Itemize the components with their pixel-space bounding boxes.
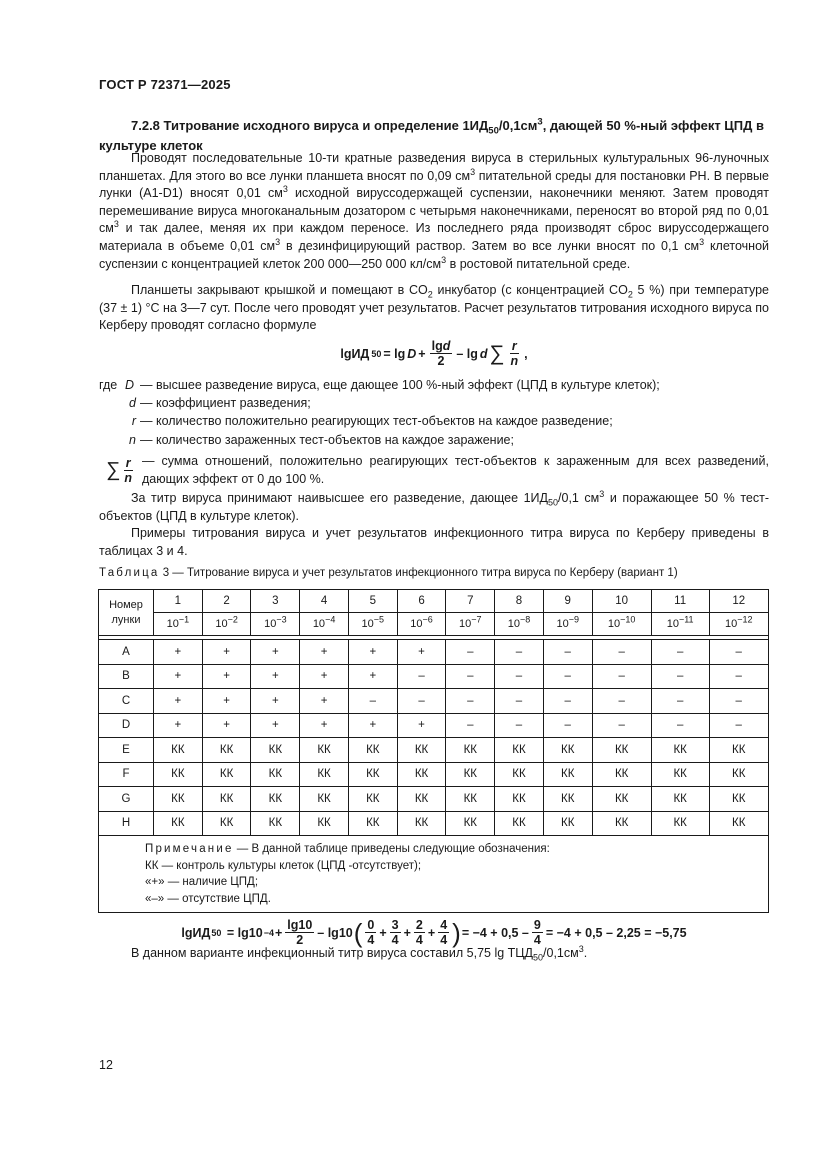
table-caption: Таблица 3 — Титрование вируса и учет результатов инфекционного титра вируса по Керберу (вариант 1) [99,567,678,579]
result-cell: КК [251,762,300,787]
result-cell: – [495,713,544,738]
definition-r: r — количество положительно реагирующих тест-объектов на каждое разведение; [131,414,613,429]
paragraph-incubation: Планшеты закрывают крышкой и помещают в $CO_2$ инкубатор (с концентрацией $CO_2$ 5 %) при температуре (37 ± 1) °С на 3—7 сут. После чего проводят учет результатов. Расчет результатов титрования исходного вируса по Керберу проводят согласно формуле [99,283,769,333]
result-cell: КК [709,787,768,812]
result-cell: – [592,640,651,665]
result-cell: – [651,689,709,714]
column-number: 1 [154,590,203,613]
result-cell: КК [300,762,349,787]
conclusion-text: В данном варианте инфекционный титр вируса составил 5,75 $\lg ТЦД_{50}/0,1см^3$. [131,943,588,963]
result-cell: + [154,713,203,738]
header-row-dilutions [99,613,769,636]
table-row [99,738,769,763]
definition-D: где D — высшее разведение вируса, еще дающее 100 %-ный эффект (ЦПД в культуре клеток); [99,378,660,392]
result-cell: КК [709,762,768,787]
page-number: 12 [99,1058,113,1072]
result-cell: + [251,713,300,738]
result-cell: КК [202,738,251,763]
result-cell: КК [446,738,495,763]
titration-table [98,589,769,913]
result-cell: КК [495,738,544,763]
dilution-cell: $10^{-6}$ [397,613,446,636]
result-cell: – [709,713,768,738]
result-cell: КК [446,811,495,836]
result-cell: КК [709,738,768,763]
result-cell: – [592,664,651,689]
result-cell: – [495,640,544,665]
note-line: «–» — отсутствие ЦПД. [145,892,271,905]
formula-example-calculation: lgИД 50 = lg10 −4 + $\frac{\lg 10}{2}$ – lg10 ( $\frac{0}{4}$ + $\frac{3}{4}$ + $\frac{2}{4}$ + $\frac{4}{4}$ ) = −4 + 0,5 – $\frac{9}{4}$ = −4 + 0,5 – 2,25 = −5,75 [181,917,687,948]
result-cell: КК [300,787,349,812]
row-label: C [99,689,154,714]
result-cell: + [300,640,349,665]
table-row [99,713,769,738]
result-cell: – [709,664,768,689]
result-cell: – [446,713,495,738]
row-label: E [99,738,154,763]
definition-d: d — коэффициент разведения; [129,396,311,411]
result-cell: КК [397,787,446,812]
row-label: H [99,811,154,836]
result-cell: КК [543,762,592,787]
result-cell: КК [300,738,349,763]
result-cell: КК [348,811,397,836]
result-cell: – [592,713,651,738]
result-cell: – [543,664,592,689]
result-cell: КК [592,811,651,836]
dilution-cell: $10^{-1}$ [154,613,203,636]
result-cell: КК [397,811,446,836]
result-cell: – [348,689,397,714]
dilution-cell: $10^{-12}$ [709,613,768,636]
result-cell: КК [592,738,651,763]
dilution-cell: $10^{-5}$ [348,613,397,636]
result-cell: – [397,689,446,714]
result-cell: КК [651,738,709,763]
result-cell: – [495,689,544,714]
result-cell: – [543,689,592,714]
result-cell: КК [495,787,544,812]
result-cell: – [446,664,495,689]
definition-sum: ∑ $\frac{r}{n}$ — сумма отношений, положительно реагирующих тест-объектов к зараженным для всех разведений, дающих эффект от 0 до 100 %. [106,453,769,487]
result-cell: – [495,664,544,689]
result-cell: + [251,689,300,714]
column-number: 3 [251,590,300,613]
result-cell: КК [651,787,709,812]
document-code: ГОСТ Р 72371—2025 [99,77,231,92]
result-cell: + [397,713,446,738]
result-cell: + [202,689,251,714]
result-cell: + [300,689,349,714]
column-number: 12 [709,590,768,613]
table-row [99,811,769,836]
result-cell: + [251,640,300,665]
column-number: 4 [300,590,349,613]
result-cell: – [651,713,709,738]
result-cell: КК [543,787,592,812]
table-note-row [99,836,769,913]
dilution-cell: $10^{-9}$ [543,613,592,636]
fraction-2-4: $\frac{2}{4}$ [415,918,423,947]
column-number: 5 [348,590,397,613]
row-label: D [99,713,154,738]
fraction-4-4: $\frac{4}{4}$ [440,918,448,947]
dilution-cell: $10^{-4}$ [300,613,349,636]
result-cell: КК [251,738,300,763]
sum-symbol: ∑ [106,459,121,482]
result-cell: КК [397,738,446,763]
column-number: 8 [495,590,544,613]
fraction-lgd-2: $\frac{\lg d}{2}$ [431,339,451,368]
result-cell: + [154,689,203,714]
result-cell: + [397,640,446,665]
result-cell: + [348,664,397,689]
formula-kerber: lgИД 50 = lg D + $\frac{\lg d}{2}$ – lg d ∑ $\frac{r}{n}$ , [340,339,528,368]
column-number: 11 [651,590,709,613]
result-cell: КК [154,811,203,836]
table-row [99,689,769,714]
dilution-cell: $10^{-8}$ [495,613,544,636]
column-number: 9 [543,590,592,613]
dilution-cell: $10^{-2}$ [202,613,251,636]
result-cell: КК [202,762,251,787]
note-line: «+» — наличие ЦПД; [145,876,259,888]
column-number: 2 [202,590,251,613]
definition-n: n — количество зараженных тест-объектов на каждое заражение; [129,432,514,447]
dilution-cell: $10^{-3}$ [251,613,300,636]
result-cell: КК [543,738,592,763]
result-cell: КК [446,762,495,787]
dilution-cell: $10^{-11}$ [651,613,709,636]
result-cell: КК [202,811,251,836]
result-cell: + [348,713,397,738]
result-cell: + [154,640,203,665]
table-row [99,664,769,689]
result-cell: КК [154,762,203,787]
fraction-0-4: $\frac{0}{4}$ [367,918,375,947]
column-number: 6 [397,590,446,613]
dilution-cell: $10^{-10}$ [592,613,651,636]
row-label: G [99,787,154,812]
result-cell: + [154,664,203,689]
result-cell: КК [495,762,544,787]
result-cell: + [202,713,251,738]
result-cell: КК [154,787,203,812]
result-cell: – [543,713,592,738]
result-cell: КК [495,811,544,836]
dilution-cell: $10^{-7}$ [446,613,495,636]
formula-definitions [99,376,769,488]
result-cell: – [543,640,592,665]
result-cell: + [300,664,349,689]
result-cell: + [202,664,251,689]
result-cell: – [446,689,495,714]
paragraph-examples: Примеры титрования вируса и учет результатов инфекционного титра вируса по Керберу приведены в таблицах 3 и 4. [99,526,769,558]
result-cell: – [709,689,768,714]
header-row-columns [99,590,769,613]
column-number: 7 [446,590,495,613]
fraction-r-n: $\frac{r}{n}$ [510,339,519,368]
result-cell: + [202,640,251,665]
result-cell: КК [592,762,651,787]
result-cell: КК [543,811,592,836]
row-header-cell: Номер лунки [99,590,154,636]
result-cell: КК [202,787,251,812]
result-cell: – [709,640,768,665]
paragraph-titer-definition: За титр вируса принимают наивысшее его разведение, дающее $1ИД_{50}/0,1$ $см^3$ и поражающее 50 % тест-объектов (ЦПД в культуре клеток). [99,488,769,523]
result-cell: КК [251,787,300,812]
table-row [99,762,769,787]
result-cell: + [300,713,349,738]
result-cell: КК [251,811,300,836]
table-row [99,787,769,812]
column-number: 10 [592,590,651,613]
result-cell: КК [651,811,709,836]
result-cell: + [251,664,300,689]
result-cell: – [397,664,446,689]
result-cell: КК [348,762,397,787]
result-cell: КК [348,738,397,763]
result-cell: КК [446,787,495,812]
result-cell: + [348,640,397,665]
result-cell: КК [397,762,446,787]
result-cell: – [446,640,495,665]
result-cell: КК [348,787,397,812]
fraction-3-4: $\frac{3}{4}$ [391,918,399,947]
result-cell: – [651,640,709,665]
fraction-9-4: $\frac{9}{4}$ [533,918,541,947]
result-cell: КК [709,811,768,836]
section-title: 7.2.8 Титрование исходного вируса и определение $1ИД_{50}/0,1см^3$, дающей 50 %-ный эффект ЦПД в культуре клеток [99,116,765,153]
result-cell: – [651,664,709,689]
sum-symbol: ∑ [489,342,505,365]
paragraph-procedure: Проводят последовательные 10-ти кратные разведения вируса в стерильных культуральных 96-луночных планшетах. Для этого во все лунки планшета вносят по 0,09 $см^3$ питательной среды для постановки РН. В первые лунки (A1-D1) вносят 0,01 $см^3$ исходной вируссодержащей суспензии, наконечники меняют. Затем проводят перемешивание вируса многоканальным дозатором с четырьмя наконечниками, переносят во второй ряд по 0,01 $см^3$ и так далее, меняя их при каждом переносе. Из последнего ряда производят сброс вируссодержащего материала в объеме 0,01 $см^3$ в дезинфицирующий раствор. Затем во все лунки вносят по 0,1 $см^3$ клеточной суспензии с концентрацией клеток 200 000—250 000 $кл/см^3$ в ростовой питательной среде. [99,151,770,271]
note-line: КК — контроль культуры клеток (ЦПД -отсутствует); [145,859,422,872]
result-cell: – [592,689,651,714]
row-label: A [99,640,154,665]
result-cell: КК [300,811,349,836]
fraction-lg10-2: $\frac{\lg 10}{2}$ [287,918,313,947]
result-cell: КК [154,738,203,763]
row-label: F [99,762,154,787]
table-note: Примечание — В данной таблице приведены следующие обозначения: КК — контроль культуры клеток (ЦПД -отсутствует); «+» — наличие ЦПД; «–» — отсутствие ЦПД. [99,836,769,913]
result-cell: КК [651,762,709,787]
row-label: B [99,664,154,689]
table-row [99,640,769,665]
result-cell: КК [592,787,651,812]
